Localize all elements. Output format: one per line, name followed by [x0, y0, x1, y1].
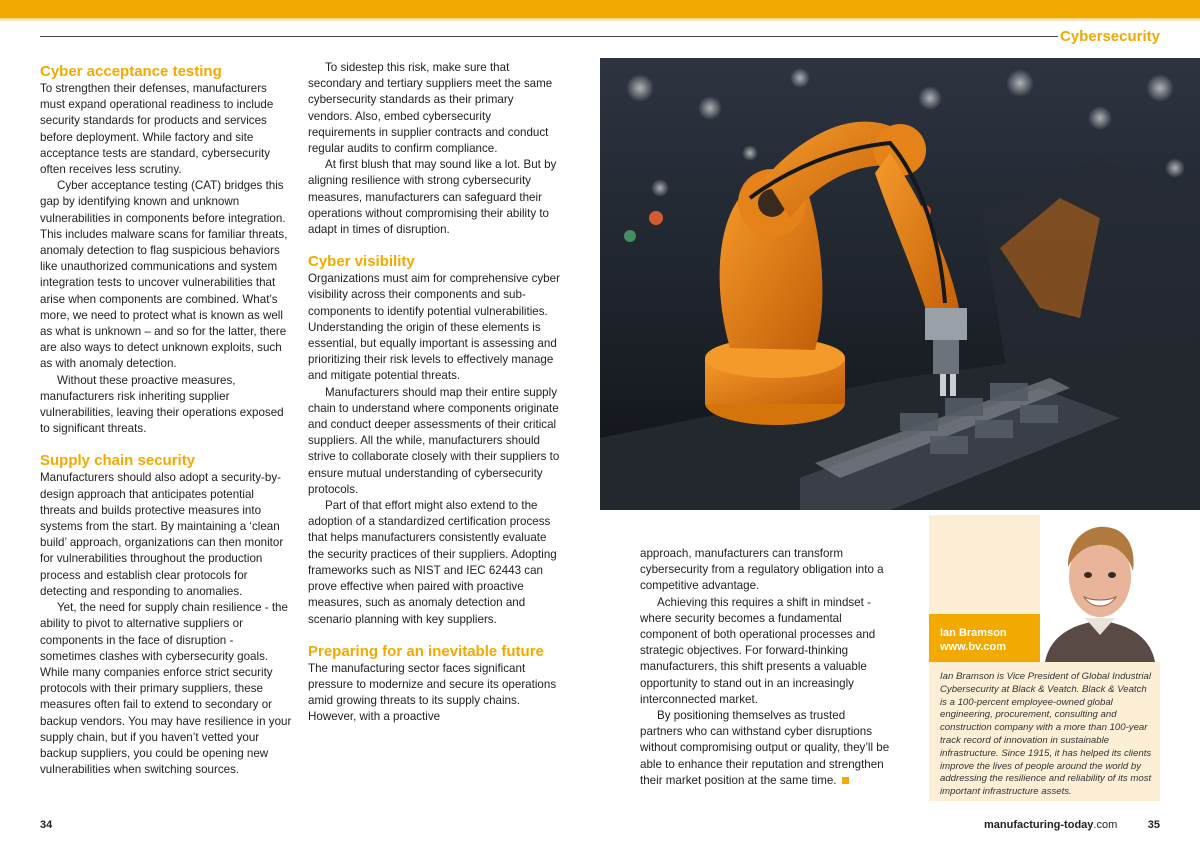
author-bio-text: Ian Bramson is Vice President of Global Industrial Cybersecurity at Black & Veatch. Black & Veatch is a 100-percent employee-owned global engineering, procurement, consulting and construction company with a more than 100-year track record of innovation in sustainable infrastructure. Since 1915, it has helped its clients improve the lives of people around the world by addressing the resilience and reliability of its most important infrastructure assets. — [940, 671, 1152, 798]
author-portrait — [1040, 515, 1160, 662]
paragraph: Part of that effort might also extend to the adoption of a standardized certification process that helps manufacturers consistently evaluate the security practices of their suppliers. Adopting frameworks such as NIST and IEC 62443 can prove effective when paired with proactive measures, such as anomaly detection and scenario planning with key suppliers. — [308, 499, 557, 626]
site-name: manufacturing-today — [984, 819, 1094, 831]
paragraph: Manufacturers should also adopt a security-by-design approach that anticipates potential threats and builds protective measures into systems from the start. By maintaining a ‘clean build’ approach, organizations can then monitor for vulnerabilities throughout the production process and establish clear protocols for detecting and responding to anomalies. — [40, 471, 284, 598]
paragraph: Without these proactive measures, manufacturers risk inheriting supplier vulnerabilities, leaving their operations exposed to significant threats. — [40, 373, 284, 436]
heading-preparing-future: Preparing for an inevitable future — [308, 642, 544, 660]
article-column-1 — [40, 60, 292, 778]
robot-arm-photo — [600, 58, 1200, 510]
paragraph: Cyber acceptance testing (CAT) bridges this gap by identifying known and unknown vulnerabilities in components before integration. This includes malware scans for familiar threats, anomaly detection to flag suspicious behaviors like unauthorized communications and system integration tests to uncover vulnerabilities that arise when components are combined. What’s more, we need to protect what is known as well as what is unknown – and so for the latter, there are also ways to detect unknown exploits, such as with anomaly detection. — [40, 179, 288, 371]
paragraph: The manufacturing sector faces significant pressure to modernize and secure its operations amid growing threats to its supply chains. However, with a proactive — [308, 661, 557, 724]
page-number-right: 35 — [1147, 819, 1160, 831]
header-rule — [40, 36, 1058, 37]
heading-cyber-visibility: Cyber visibility — [308, 253, 415, 271]
paragraph-text: By positioning themselves as trusted partners who can withstand cyber disruptions without compromising output or quality, they’ll be able to enhance their reputation and strengthen their market position at the same time. — [640, 709, 890, 787]
site-tld: .com — [1093, 819, 1118, 831]
heading-cyber-acceptance-testing: Cyber acceptance testing — [40, 63, 222, 80]
article-column-2 — [308, 60, 560, 726]
paragraph: Achieving this requires a shift in mindset - where security becomes a fundamental component of both operational processes and strategic objectives. For forward-thinking manufacturers, this shift presents a valuable opportunity to stand out in an increasingly interconnected market. — [640, 595, 876, 706]
page-number-left: 34 — [40, 819, 53, 831]
paragraph: Organizations must aim for comprehensive cyber visibility across their components and sub-components to identify potential vulnerabilities. Understanding the origin of these elements is essential, but equally important is assessing and prioritizing their risk levels to effectively manage and mitigate potential threats. — [308, 272, 560, 383]
heading-supply-chain-security: Supply chain security — [40, 452, 196, 470]
paragraph: approach, manufacturers can transform cybersecurity from a regulatory obligation into a competitive advantage. — [640, 547, 884, 593]
site-url[interactable] — [984, 819, 1117, 831]
paragraph-final — [640, 708, 890, 789]
top-band-fade — [0, 18, 1200, 22]
paragraph: Yet, the need for supply chain resilience - the ability to pivot to alternative suppliers or components in the face of disruption - sometimes clashes with cybersecurity goals. While many companies enforce strict security protocols with their primary suppliers, these measures often fail to extend to secondary or backup vendors. You may have resilience in your supply chain, but if you haven’t vetted your backup suppliers, you could be opening new vulnerabilities when switching sources. — [40, 601, 292, 777]
section-title: Cybersecurity — [1059, 28, 1160, 45]
paragraph: At first blush that may sound like a lot. But by aligning resilience with strong cybersecurity measures, manufacturers can safeguard their operations without compromising their ability to adapt in times of disruption. — [308, 158, 557, 237]
paragraph: To sidestep this risk, make sure that secondary and tertiary suppliers meet the same cybersecurity standards as their primary vendors. Also, embed cybersecurity requirements in supplier contracts and conduct regular audits to confirm compliance. — [308, 61, 553, 156]
author-website[interactable]: www.bv.com — [940, 641, 1007, 653]
top-color-band — [0, 0, 1200, 18]
author-name: Ian Bramson — [940, 627, 1007, 639]
article-column-3 — [640, 546, 890, 789]
end-mark-icon — [842, 777, 849, 784]
paragraph: Manufacturers should map their entire supply chain to understand where components originate and conduct deeper assessments of their critical suppliers. All the while, manufacturers should strive to collaborate closely with their suppliers to ensure mutual understanding of cybersecurity protocols. — [308, 385, 560, 496]
paragraph: To strengthen their defenses, manufacturers must expand operational readiness to include security standards for products and services before deployment. While factory and site acceptance tests are standard, cybersecurity often receives less scrutiny. — [40, 82, 274, 177]
